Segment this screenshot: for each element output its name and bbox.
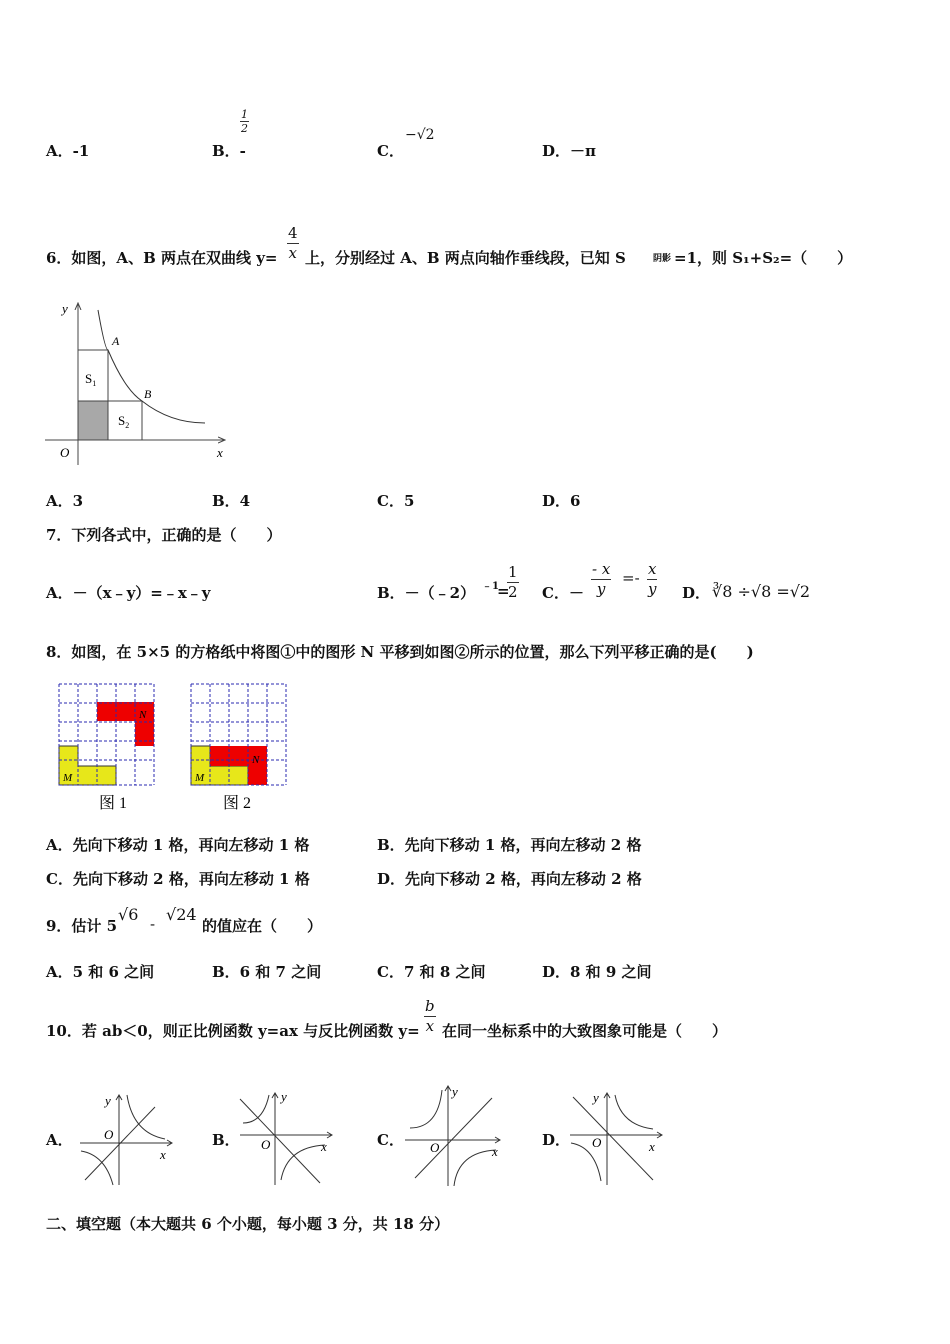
axis-x-label: x [492, 1144, 498, 1159]
q7-c-den1: y [596, 580, 606, 598]
q6-stem-start: 6．如图，A、B 两点在双曲线 y= [46, 249, 278, 267]
q10-frac-num: b [425, 997, 435, 1015]
q6-stem-end: =1，则 S₁+S₂=（ ） [674, 249, 853, 267]
q9-option-b: B．6 和 7 之间 [212, 963, 322, 981]
q5-option-b: B．- [212, 142, 246, 160]
q7-option-c-frac1 [591, 560, 611, 599]
axis-y-label: y [452, 1084, 458, 1099]
q9-option-d: D．8 和 9 之间 [542, 963, 652, 981]
q7-option-b-fraction [507, 563, 519, 602]
hyperbola-branch-1 [243, 1095, 269, 1123]
axis-y-label: y [105, 1093, 111, 1108]
q7-c-num1: - x [592, 560, 611, 578]
hyperbola-branch-2 [454, 1150, 496, 1186]
q6-fraction [287, 224, 299, 263]
q9-root-6: √6 [118, 905, 139, 924]
origin-label: O [592, 1135, 602, 1150]
q6-option-b: B．4 [212, 492, 251, 510]
q10-frac-den: x [425, 1017, 435, 1035]
q10-graph-c [400, 1078, 510, 1190]
q8-option-b: B．先向下移动 1 格，再向左移动 2 格 [377, 836, 642, 854]
q9-minus: - [150, 915, 156, 933]
q10-graph-b [235, 1085, 340, 1190]
hyperbola-branch-1 [410, 1090, 442, 1128]
q8-option-c: C．先向下移动 2 格，再向左移动 1 格 [46, 870, 310, 888]
origin-label: O [261, 1137, 271, 1152]
q7-option-b-equals: = [497, 582, 510, 600]
q7-b-den: 2 [508, 583, 518, 601]
fig-origin-label: O [60, 445, 70, 460]
linear-graph [415, 1098, 492, 1178]
fig2-label-m: M [195, 772, 205, 784]
q7-c-den2: y [647, 580, 657, 598]
fig2-label-n: N [252, 754, 260, 766]
q9-stem-end: 的值应在（ ） [202, 917, 323, 935]
q9-root-24: √24 [166, 905, 197, 924]
axis-y-label: y [593, 1090, 599, 1105]
q5-b-numerator: 1 [241, 108, 248, 121]
axis-x-label: x [321, 1139, 327, 1154]
q6-frac-den: x [288, 244, 297, 262]
fig-s1-label: $S_1$ [85, 371, 97, 388]
axis-x-label: x [649, 1139, 655, 1154]
shaded-rectangle [78, 401, 108, 440]
q8-option-a: A．先向下移动 1 格，再向左移动 1 格 [46, 836, 310, 854]
q7-option-c: C．－ [542, 584, 584, 602]
fig1-label-n: N [139, 709, 147, 721]
q8-stem: 8．如图，在 5×5 的方格纸中将图①中的图形 N 平移到如图②所示的位置，那么下列平移正确的是( ) [46, 643, 754, 661]
q9-option-c: C．7 和 8 之间 [377, 963, 486, 981]
q6-option-d: D．6 [542, 492, 581, 510]
q7-option-b-exponent: ﹣1 [482, 581, 499, 592]
q7-option-d-expr: ∛8 ÷√8 =√2 [712, 582, 811, 601]
q10-stem-end: 在同一坐标系中的大致图象可能是（ ） [442, 1022, 728, 1040]
q5-option-a: A．-1 [46, 142, 90, 160]
q6-hyperbola-figure [40, 295, 240, 470]
q7-option-b: B．－（﹣2） [377, 584, 476, 602]
fig2-shape-n-tail [248, 766, 267, 785]
q9-option-a: A．5 和 6 之间 [46, 963, 155, 981]
fig2-caption: 图 2 [223, 795, 252, 812]
q6-shade-subscript: 阴影 [653, 254, 672, 264]
q10-option-c: C． [377, 1131, 404, 1149]
section-2-title: 二、填空题（本大题共 6 个小题，每小题 3 分，共 18 分） [46, 1215, 450, 1233]
q7-option-c-equals: =- [622, 569, 640, 587]
q7-option-d: D． [682, 584, 711, 602]
fig-x-label: x [217, 445, 223, 460]
fig1-shape-n-tail [135, 721, 154, 746]
q10-graph-d [565, 1085, 670, 1190]
q10-fraction [424, 997, 436, 1036]
fig-point-b: B [144, 387, 152, 401]
hyperbola-branch-1 [615, 1095, 653, 1129]
q10-option-a: A． [46, 1131, 73, 1149]
hyperbola-curve [98, 310, 205, 423]
axis-x-label: x [160, 1147, 166, 1162]
q5-option-d: D．－π [542, 142, 596, 160]
q9-stem-start: 9．估计 5 [46, 917, 118, 935]
q10-graph-a [75, 1085, 180, 1190]
hyperbola-branch-2 [281, 1145, 325, 1180]
q5-option-c-expr: −√2 [405, 127, 435, 143]
q10-option-d: D． [542, 1131, 571, 1149]
q5-b-denominator: 2 [241, 122, 248, 135]
grid-figure-1 [59, 684, 154, 812]
q6-option-a: A．3 [46, 492, 84, 510]
fig1-label-m: M [63, 772, 73, 784]
grid-figure-2 [191, 684, 286, 812]
fig-s2-label: $S_2$ [118, 413, 130, 430]
q10-stem-start: 10．若 ab＜0，则正比例函数 y=ax 与反比例函数 y= [46, 1022, 420, 1040]
q7-option-c-frac2 [647, 560, 657, 599]
q5-option-b-fraction [240, 108, 249, 135]
fig1-caption: 图 1 [99, 795, 128, 812]
q7-option-a: A．－（x﹣y）=﹣x﹣y [46, 584, 211, 602]
axis-y-label: y [281, 1089, 287, 1104]
q10-option-b: B． [212, 1131, 240, 1149]
q5-option-c: C． [377, 142, 404, 160]
origin-label: O [104, 1127, 114, 1142]
q6-frac-num: 4 [288, 224, 298, 242]
origin-label: O [430, 1140, 440, 1155]
fig-y-label: y [62, 301, 68, 316]
q7-c-num2: x [648, 560, 657, 578]
q7-b-num: 1 [508, 563, 518, 581]
q8-option-d: D．先向下移动 2 格，再向左移动 2 格 [377, 870, 642, 888]
linear-graph [573, 1097, 653, 1180]
q6-option-c: C．5 [377, 492, 415, 510]
q6-stem-mid: 上，分别经过 A、B 两点向轴作垂线段，已知 S [305, 249, 626, 267]
fig-point-a: A [112, 334, 120, 348]
linear-graph [240, 1099, 320, 1183]
q8-grid-figures [55, 680, 300, 815]
q7-stem: 7．下列各式中，正确的是（ ） [46, 526, 282, 544]
